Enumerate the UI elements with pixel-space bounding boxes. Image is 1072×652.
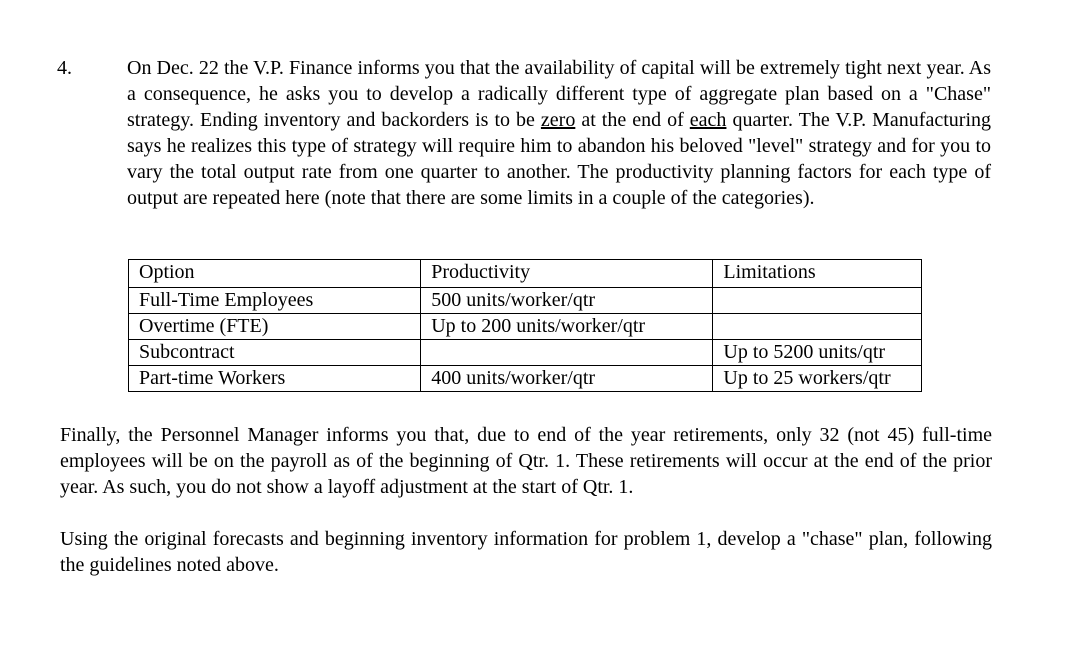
zero-emphasis: zero <box>540 109 576 131</box>
header-option: Option <box>129 260 421 288</box>
instruction-paragraph: Using the original forecasts and beginning inventory information for problem 1, develop a "chase" plan, following the guidelines noted above. <box>60 528 992 576</box>
option-cell: Full-Time Employees <box>129 288 421 314</box>
intro-text-part2: at the end of <box>575 109 690 131</box>
limitations-cell <box>713 314 922 340</box>
question-number: 4. <box>57 57 72 79</box>
table-header-row <box>129 260 922 288</box>
productivity-cell: Up to 200 units/worker/qtr <box>421 314 713 340</box>
intro-paragraph <box>127 55 991 211</box>
option-cell: Part-time Workers <box>129 366 421 392</box>
table-row <box>129 288 922 314</box>
table-row <box>129 314 922 340</box>
limitations-cell: Up to 25 workers/qtr <box>713 366 922 392</box>
productivity-factors-table <box>128 259 922 392</box>
productivity-cell: 500 units/worker/qtr <box>421 288 713 314</box>
intro-text-part3: quarter. The V.P. Manufacturing says he realizes this type of strategy will require him to abandon his beloved "level" strategy and for you to vary the total output rate from one quarter to another. The productivity planning factors for each type of output are repeated here (note that there are some limits in a couple of the categories). <box>127 109 991 209</box>
limitations-cell <box>713 288 922 314</box>
productivity-cell: 400 units/worker/qtr <box>421 366 713 392</box>
option-cell: Subcontract <box>129 340 421 366</box>
limitations-cell: Up to 5200 units/qtr <box>713 340 922 366</box>
header-limitations: Limitations <box>713 260 922 288</box>
table-row <box>129 340 922 366</box>
each-emphasis: each <box>689 109 727 131</box>
header-productivity: Productivity <box>421 260 713 288</box>
intro-text-part1: On Dec. 22 the V.P. Finance informs you that the availability of capital will be extremely tight next year. As a consequence, he asks you to develop a radically different type of aggregate plan based on a "Chase" strategy. Ending inventory and backorders is to be <box>127 57 991 131</box>
table-row <box>129 366 922 392</box>
personnel-paragraph: Finally, the Personnel Manager informs you that, due to end of the year retirements, only 32 (not 45) full-time employees will be on the payroll as of the beginning of Qtr. 1. These retirements will occur at the end of the prior year. As such, you do not show a layoff adjustment at the start of Qtr. 1. <box>60 424 992 498</box>
productivity-cell <box>421 340 713 366</box>
option-cell: Overtime (FTE) <box>129 314 421 340</box>
